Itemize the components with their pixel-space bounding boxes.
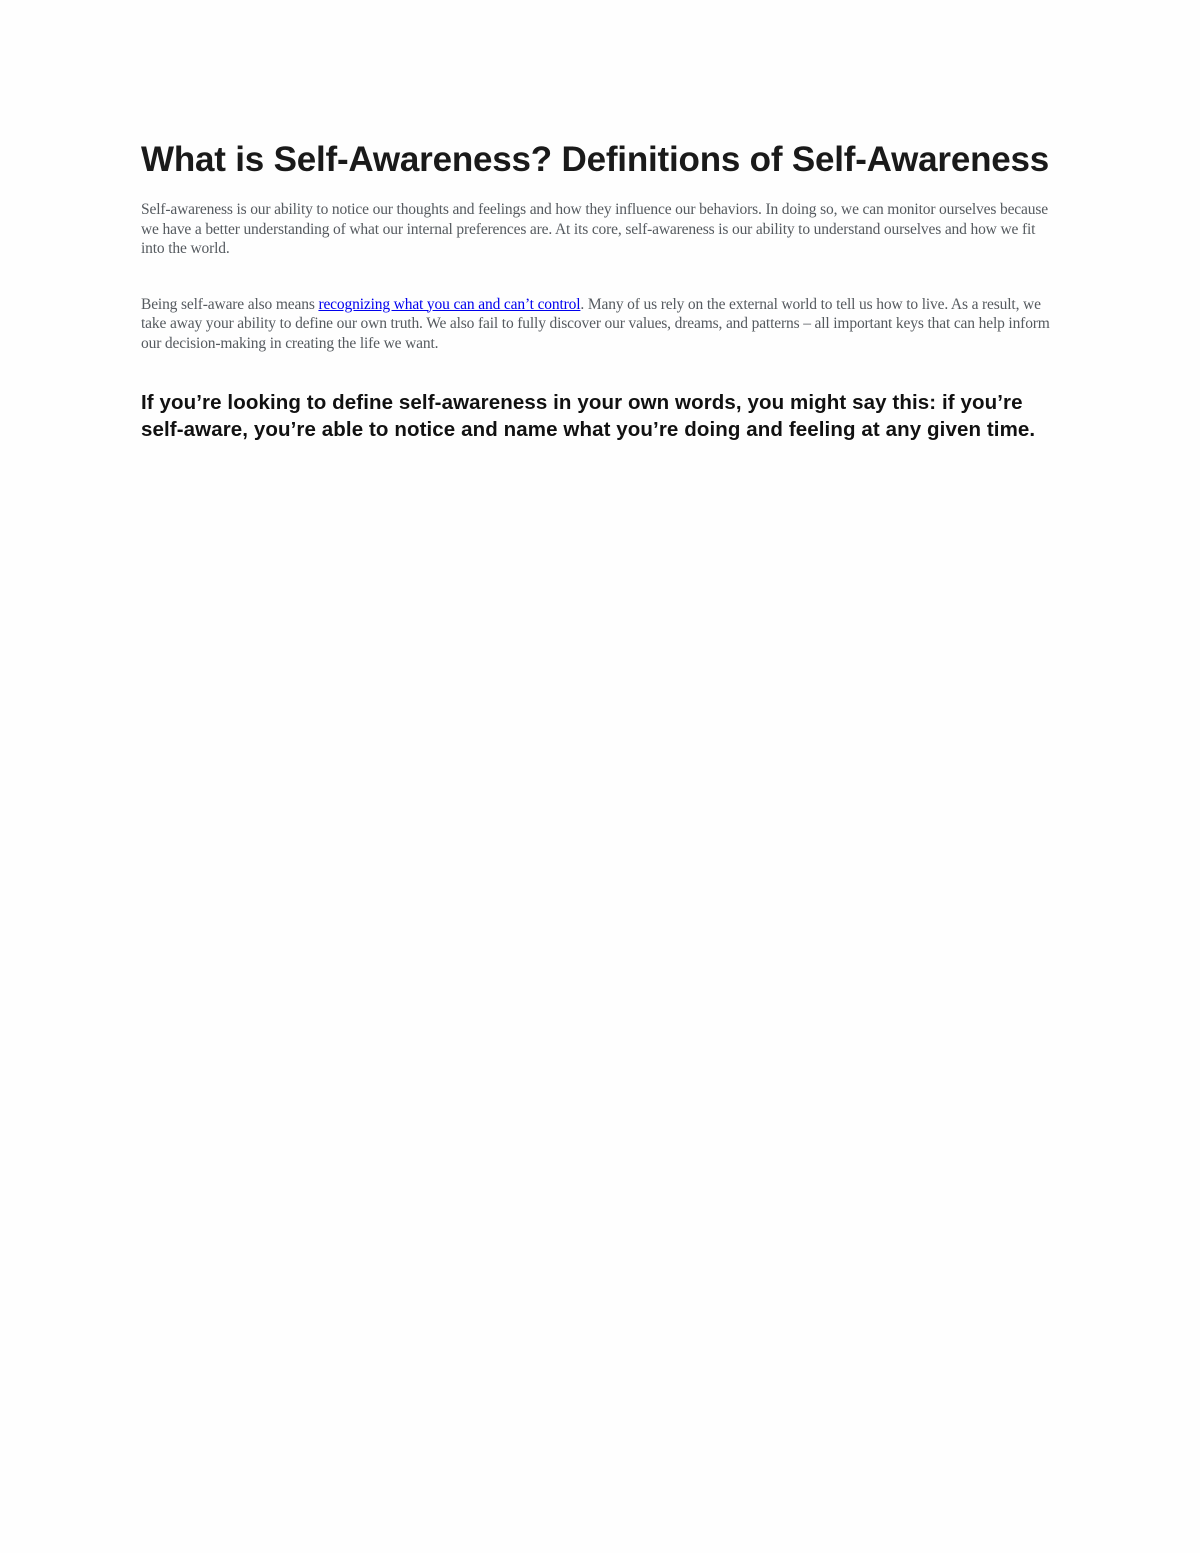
document-content bbox=[141, 139, 1056, 443]
definition-callout: If you’re looking to define self-awareness in your own words, you might say this: if you’re self-aware, you’re able to notice and name what you’re doing and feeling at any given time. bbox=[141, 391, 1036, 441]
page-title: What is Self-Awareness? Definitions of Self-Awareness bbox=[141, 140, 1050, 179]
control-paragraph-trailing-text: . Many of us rely on the external world to tell us how to live. As a result, we take away your ability to define our own truth. We also fail to fully discover our values, dreams, and patterns – all important keys that can help inform our decision-making in creating the life we want. bbox=[141, 295, 1050, 352]
intro-paragraph: Self-awareness is our ability to notice our thoughts and feelings and how they influence our behaviors. In doing so, we can monitor ourselves because we have a better understanding of what our internal preferences are. At its core, self-awareness is our ability to understand ourselves and how we fit into the world. bbox=[141, 201, 1048, 257]
control-link[interactable]: recognizing what you can and can’t control bbox=[318, 295, 581, 313]
control-paragraph bbox=[141, 295, 1056, 354]
control-paragraph-lead-text: Being self-aware also means bbox=[141, 295, 319, 313]
